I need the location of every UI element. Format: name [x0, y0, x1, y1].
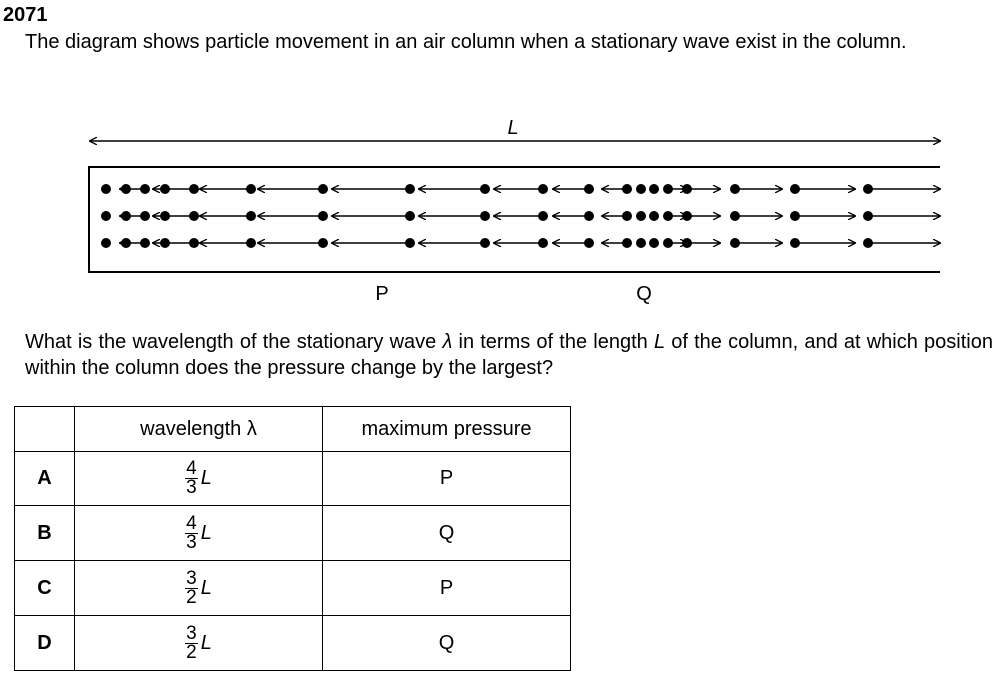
air-particle — [649, 238, 659, 248]
question-number: 2071 — [3, 4, 48, 26]
air-particle — [538, 238, 548, 248]
fraction-denominator: 2 — [186, 641, 197, 663]
option-row-b[interactable] — [15, 506, 571, 561]
air-particle — [584, 238, 594, 248]
length-label: L — [507, 117, 519, 139]
air-particle — [663, 184, 673, 194]
air-particle — [101, 211, 111, 221]
air-particle — [246, 238, 256, 248]
air-particle — [405, 184, 415, 194]
air-particle — [160, 238, 170, 248]
air-particle — [636, 238, 646, 248]
header-wavelength: wavelength λ — [75, 407, 323, 452]
option-label: A — [15, 452, 75, 506]
air-particle — [101, 184, 111, 194]
fraction-denominator: 3 — [186, 477, 197, 498]
air-particle — [405, 238, 415, 248]
air-particle — [636, 211, 646, 221]
air-particle — [121, 238, 131, 248]
air-particle — [622, 238, 632, 248]
length-variable: L — [200, 467, 212, 489]
air-particle — [790, 184, 800, 194]
option-row-c[interactable] — [15, 561, 571, 616]
option-row-d[interactable] — [15, 616, 571, 671]
wavelength-cell — [75, 452, 323, 506]
air-particle — [189, 238, 199, 248]
L-symbol: L — [653, 331, 666, 353]
particle-rows — [101, 184, 940, 248]
air-particle — [663, 211, 673, 221]
air-particle — [318, 184, 328, 194]
air-column-diagram — [0, 0, 1001, 310]
air-particle — [538, 211, 548, 221]
fraction-denominator: 2 — [186, 586, 197, 608]
air-particle — [663, 238, 673, 248]
question-stem: The diagram shows particle movement in an air column when a stationary wave exist in the column. — [25, 31, 907, 53]
length-variable: L — [200, 631, 212, 654]
prompt-text-2: in terms of the length — [452, 331, 654, 353]
air-particle — [121, 184, 131, 194]
air-particle — [730, 211, 740, 221]
air-particle — [730, 184, 740, 194]
wavelength-cell — [75, 561, 323, 616]
air-particle — [480, 184, 490, 194]
air-particle — [160, 184, 170, 194]
air-particle — [682, 211, 692, 221]
fraction-numerator: 3 — [186, 622, 197, 644]
air-particle — [649, 211, 659, 221]
option-label: C — [15, 561, 75, 616]
air-particle — [405, 211, 415, 221]
fraction-numerator: 4 — [186, 458, 197, 479]
pressure-cell: Q — [323, 506, 571, 561]
air-particle — [649, 184, 659, 194]
option-label: B — [15, 506, 75, 561]
air-particle — [636, 184, 646, 194]
air-particle — [189, 184, 199, 194]
air-particle — [863, 184, 873, 194]
position-label-q: Q — [636, 283, 652, 305]
air-particle — [246, 184, 256, 194]
fraction — [185, 460, 198, 497]
air-particle — [584, 211, 594, 221]
air-particle — [682, 184, 692, 194]
air-particle — [246, 211, 256, 221]
air-particle — [318, 238, 328, 248]
table-header-row — [15, 407, 571, 452]
question-prompt — [25, 329, 993, 381]
air-particle — [140, 211, 150, 221]
option-row-a[interactable] — [15, 452, 571, 506]
air-particle — [538, 184, 548, 194]
answer-table — [14, 406, 571, 671]
air-particle — [790, 211, 800, 221]
lambda-symbol: λ — [442, 331, 453, 353]
fraction-numerator: 3 — [186, 567, 197, 589]
fraction-numerator: 4 — [186, 512, 197, 534]
air-particle — [622, 184, 632, 194]
fraction-denominator: 3 — [186, 531, 197, 553]
wavelength-cell — [75, 506, 323, 561]
prompt-text-3: of the column, and at which position within the column does the pressure change by the largest? — [25, 331, 993, 379]
air-particle — [863, 211, 873, 221]
fraction — [185, 512, 198, 553]
pressure-cell: P — [323, 561, 571, 616]
air-particle — [790, 238, 800, 248]
option-label: D — [15, 616, 75, 671]
wavelength-cell — [75, 616, 323, 671]
air-particle — [622, 211, 632, 221]
prompt-text-1: What is the wavelength of the stationary wave — [25, 331, 443, 353]
air-particle — [682, 238, 692, 248]
air-particle — [140, 238, 150, 248]
air-particle — [863, 238, 873, 248]
air-particle — [121, 211, 131, 221]
fraction — [185, 567, 198, 608]
header-pressure: maximum pressure — [323, 407, 571, 452]
position-label-p: P — [375, 283, 389, 305]
air-particle — [584, 184, 594, 194]
air-particle — [480, 211, 490, 221]
length-variable: L — [200, 576, 212, 599]
pressure-cell: Q — [323, 616, 571, 671]
air-column-tube — [89, 167, 940, 272]
air-particle — [101, 238, 111, 248]
air-particle — [160, 211, 170, 221]
air-particle — [730, 238, 740, 248]
fraction — [185, 622, 198, 663]
length-variable: L — [200, 521, 212, 544]
air-particle — [189, 211, 199, 221]
air-particle — [140, 184, 150, 194]
pressure-cell: P — [323, 452, 571, 506]
header-blank-cell — [15, 407, 75, 452]
air-particle — [480, 238, 490, 248]
air-particle — [318, 211, 328, 221]
